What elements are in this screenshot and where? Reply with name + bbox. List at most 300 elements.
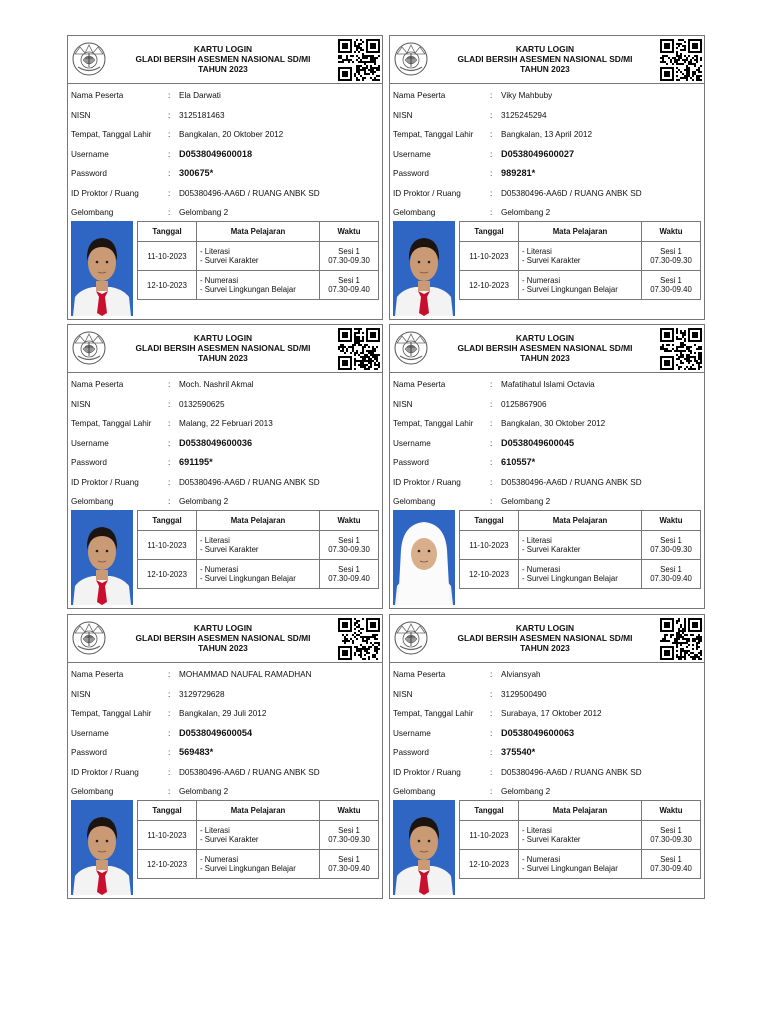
label-ttl: Tempat, Tanggal Lahir: [393, 130, 474, 139]
identity-rows: [393, 375, 703, 512]
row-proktor: [71, 763, 381, 783]
card-title: [432, 333, 658, 363]
colon: :: [490, 438, 493, 448]
colon: :: [168, 438, 171, 448]
row-username: [393, 145, 703, 165]
label-nama: Nama Peserta: [71, 380, 124, 389]
schedule-time: [642, 850, 701, 879]
row-password: [393, 164, 703, 184]
label-password: Password: [71, 748, 107, 757]
colon: :: [168, 149, 171, 159]
schedule-table: [137, 800, 379, 879]
student-photo: [393, 221, 455, 316]
schedule-date: 12-10-2023: [138, 560, 197, 589]
row-gelombang: [71, 203, 381, 223]
value-username: D0538049600027: [501, 148, 575, 159]
header-mata-pelajaran: Mata Pelajaran: [519, 222, 642, 242]
schedule-header-row: [138, 222, 379, 242]
row-gelombang: [393, 492, 703, 512]
schedule-subjects: [197, 271, 320, 300]
label-password: Password: [393, 169, 429, 178]
label-nisn: NISN: [71, 399, 91, 409]
label-nisn: NISN: [393, 399, 413, 409]
colon: :: [168, 458, 171, 467]
schedule-time: [320, 560, 379, 589]
card-header: [390, 325, 704, 373]
row-nama: [71, 86, 381, 106]
schedule-time: [642, 242, 701, 271]
tut-wuri-handayani-logo-icon: [393, 620, 429, 656]
value-nama: Alviansyah: [501, 670, 541, 679]
schedule-date: 11-10-2023: [460, 242, 519, 271]
schedule-subjects: [519, 560, 642, 589]
qr-code-icon: [660, 39, 702, 81]
title-line-1: KARTU LOGIN: [193, 623, 253, 633]
row-nama: [393, 375, 703, 395]
session: Sesi 1: [660, 276, 682, 285]
value-proktor: D05380496-AA6D / RUANG ANBK SD: [179, 188, 320, 198]
time-range: 07.30-09.40: [650, 285, 692, 294]
card-header: [390, 36, 704, 84]
schedule-time: [320, 821, 379, 850]
label-nama: Nama Peserta: [71, 91, 124, 100]
session: Sesi 1: [660, 536, 682, 545]
identity-rows: [393, 86, 703, 223]
schedule-row: [460, 242, 701, 271]
title-line-3: TAHUN 2023: [198, 353, 248, 363]
colon: :: [168, 709, 171, 718]
time-range: 07.30-09.30: [328, 835, 370, 844]
schedule-subjects: [197, 242, 320, 271]
subject-1: - Numerasi: [200, 855, 239, 864]
schedule-time: [642, 271, 701, 300]
time-range: 07.30-09.30: [650, 835, 692, 844]
value-ttl: Malang, 22 Februari 2013: [179, 419, 273, 428]
time-range: 07.30-09.30: [328, 256, 370, 265]
value-nama: Moch. Nashril Akmal: [179, 380, 254, 389]
label-nama: Nama Peserta: [393, 380, 446, 389]
subject-1: - Literasi: [200, 826, 230, 835]
label-proktor: ID Proktor / Ruang: [71, 767, 139, 777]
colon: :: [490, 208, 493, 217]
schedule-row: [138, 271, 379, 300]
label-password: Password: [71, 169, 107, 178]
time-range: 07.30-09.30: [650, 545, 692, 554]
row-ttl: [71, 414, 381, 434]
colon: :: [168, 208, 171, 217]
schedule-date: 11-10-2023: [138, 531, 197, 560]
subject-1: - Literasi: [200, 536, 230, 545]
label-username: Username: [71, 149, 109, 159]
schedule-row: [138, 821, 379, 850]
title-line-2: GLADI BERSIH ASESMEN NASIONAL SD/MI: [135, 54, 311, 64]
label-ttl: Tempat, Tanggal Lahir: [393, 419, 474, 428]
value-gelombang: Gelombang 2: [179, 787, 229, 796]
schedule-time: [320, 271, 379, 300]
header-tanggal: Tanggal: [138, 222, 197, 242]
label-gelombang: Gelombang: [393, 208, 436, 217]
schedule-row: [460, 531, 701, 560]
identity-rows: [393, 665, 703, 802]
row-nisn: [71, 395, 381, 415]
row-password: [393, 743, 703, 763]
schedule-subjects: [197, 560, 320, 589]
card-title: [110, 333, 336, 363]
colon: :: [490, 399, 493, 409]
schedule-subjects: [197, 821, 320, 850]
row-proktor: [71, 473, 381, 493]
value-ttl: Bangkalan, 29 Juli 2012: [179, 709, 267, 718]
header-waktu: Waktu: [320, 801, 379, 821]
session: Sesi 1: [660, 247, 682, 256]
schedule-row: [138, 531, 379, 560]
tut-wuri-handayani-logo-icon: [71, 620, 107, 656]
schedule-subjects: [519, 850, 642, 879]
label-nisn: NISN: [71, 110, 91, 120]
value-ttl: Surabaya, 17 Oktober 2012: [501, 709, 602, 718]
schedule-subjects: [519, 271, 642, 300]
login-card-6: [389, 614, 705, 899]
colon: :: [490, 728, 493, 738]
card-title: [432, 44, 658, 74]
value-gelombang: Gelombang 2: [179, 208, 229, 217]
qr-code-icon: [338, 39, 380, 81]
label-ttl: Tempat, Tanggal Lahir: [71, 419, 152, 428]
schedule-date: 12-10-2023: [138, 850, 197, 879]
qr-code-icon: [338, 328, 380, 370]
value-gelombang: Gelombang 2: [501, 497, 551, 506]
colon: :: [168, 169, 171, 178]
colon: :: [490, 477, 493, 487]
subject-2: - Survei Karakter: [200, 256, 259, 265]
label-proktor: ID Proktor / Ruang: [393, 477, 461, 487]
time-range: 07.30-09.30: [328, 545, 370, 554]
schedule-time: [320, 850, 379, 879]
student-photo: [71, 510, 133, 605]
value-nama: Viky Mahbuby: [501, 91, 553, 100]
row-proktor: [393, 184, 703, 204]
card-title: [110, 44, 336, 74]
header-tanggal: Tanggal: [460, 222, 519, 242]
value-password: 610557*: [501, 457, 536, 467]
label-password: Password: [393, 458, 429, 467]
schedule-date: 12-10-2023: [460, 271, 519, 300]
schedule-row: [460, 271, 701, 300]
session: Sesi 1: [660, 855, 682, 864]
label-password: Password: [71, 458, 107, 467]
title-line-2: GLADI BERSIH ASESMEN NASIONAL SD/MI: [135, 343, 311, 353]
row-gelombang: [393, 782, 703, 802]
login-card-1: [67, 35, 383, 320]
schedule-row: [460, 821, 701, 850]
row-password: [71, 453, 381, 473]
row-nisn: [71, 685, 381, 705]
session: Sesi 1: [338, 565, 360, 574]
session: Sesi 1: [338, 826, 360, 835]
colon: :: [168, 689, 171, 699]
schedule-date: 11-10-2023: [460, 531, 519, 560]
colon: :: [490, 689, 493, 699]
value-ttl: Bangkalan, 13 April 2012: [501, 130, 593, 139]
schedule-table: [459, 221, 701, 300]
schedule-row: [138, 850, 379, 879]
row-ttl: [71, 125, 381, 145]
label-proktor: ID Proktor / Ruang: [71, 188, 139, 198]
colon: :: [168, 670, 171, 679]
session: Sesi 1: [338, 276, 360, 285]
header-tanggal: Tanggal: [460, 801, 519, 821]
title-line-3: TAHUN 2023: [520, 353, 570, 363]
subject-2: - Survei Lingkungan Belajar: [522, 574, 618, 583]
label-username: Username: [393, 438, 431, 448]
row-username: [71, 145, 381, 165]
schedule-table: [137, 221, 379, 300]
subject-1: - Numerasi: [200, 565, 239, 574]
value-nama: MOHAMMAD NAUFAL RAMADHAN: [179, 670, 312, 679]
colon: :: [490, 188, 493, 198]
header-tanggal: Tanggal: [138, 801, 197, 821]
title-line-3: TAHUN 2023: [198, 643, 248, 653]
value-password: 989281*: [501, 168, 536, 178]
schedule-row: [460, 850, 701, 879]
student-photo: [393, 800, 455, 895]
row-nama: [71, 665, 381, 685]
schedule-header-row: [460, 222, 701, 242]
subject-1: - Literasi: [200, 247, 230, 256]
header-waktu: Waktu: [320, 222, 379, 242]
qr-code-icon: [660, 618, 702, 660]
value-nama: Mafatihatul Islami Octavia: [501, 380, 595, 389]
label-password: Password: [393, 748, 429, 757]
label-ttl: Tempat, Tanggal Lahir: [71, 709, 152, 718]
card-header: [390, 615, 704, 663]
time-range: 07.30-09.40: [328, 285, 370, 294]
value-username: D0538049600036: [179, 437, 253, 448]
colon: :: [168, 477, 171, 487]
subject-1: - Numerasi: [522, 855, 561, 864]
row-password: [71, 164, 381, 184]
title-line-2: GLADI BERSIH ASESMEN NASIONAL SD/MI: [135, 633, 311, 643]
value-nisn: 3125181463: [179, 110, 225, 120]
header-waktu: Waktu: [642, 511, 701, 531]
value-nisn: 0125867906: [501, 399, 547, 409]
qr-code-icon: [660, 328, 702, 370]
row-username: [71, 434, 381, 454]
header-mata-pelajaran: Mata Pelajaran: [519, 511, 642, 531]
title-line-3: TAHUN 2023: [520, 64, 570, 74]
tut-wuri-handayani-logo-icon: [393, 41, 429, 77]
schedule-date: 12-10-2023: [460, 850, 519, 879]
row-nisn: [393, 395, 703, 415]
login-card-2: [389, 35, 705, 320]
identity-rows: [71, 86, 381, 223]
row-username: [71, 724, 381, 744]
colon: :: [168, 497, 171, 506]
value-password: 691195*: [179, 457, 213, 467]
identity-rows: [71, 665, 381, 802]
session: Sesi 1: [338, 855, 360, 864]
title-line-2: GLADI BERSIH ASESMEN NASIONAL SD/MI: [457, 343, 633, 353]
row-password: [393, 453, 703, 473]
value-username: D0538049600063: [501, 727, 575, 738]
value-gelombang: Gelombang 2: [179, 497, 229, 506]
login-card-3: [67, 324, 383, 609]
row-proktor: [71, 184, 381, 204]
schedule-row: [138, 560, 379, 589]
title-line-2: GLADI BERSIH ASESMEN NASIONAL SD/MI: [457, 54, 633, 64]
row-proktor: [393, 473, 703, 493]
value-nisn: 0132590625: [179, 399, 225, 409]
student-photo: [71, 221, 133, 316]
colon: :: [490, 380, 493, 389]
label-ttl: Tempat, Tanggal Lahir: [71, 130, 152, 139]
subject-1: - Numerasi: [522, 565, 561, 574]
colon: :: [168, 419, 171, 428]
row-ttl: [393, 125, 703, 145]
header-waktu: Waktu: [320, 511, 379, 531]
card-title: [110, 623, 336, 653]
subject-1: - Numerasi: [522, 276, 561, 285]
colon: :: [168, 110, 171, 120]
label-gelombang: Gelombang: [71, 497, 114, 506]
subject-2: - Survei Lingkungan Belajar: [200, 285, 296, 294]
value-nisn: 3129500490: [501, 689, 547, 699]
subject-2: - Survei Lingkungan Belajar: [200, 864, 296, 873]
tut-wuri-handayani-logo-icon: [71, 330, 107, 366]
label-gelombang: Gelombang: [393, 787, 436, 796]
value-proktor: D05380496-AA6D / RUANG ANBK SD: [501, 767, 642, 777]
value-gelombang: Gelombang 2: [501, 208, 551, 217]
label-ttl: Tempat, Tanggal Lahir: [393, 709, 474, 718]
value-username: D0538049600045: [501, 437, 575, 448]
colon: :: [168, 767, 171, 777]
value-password: 375540*: [501, 747, 536, 757]
title-line-1: KARTU LOGIN: [193, 44, 253, 54]
schedule-time: [320, 531, 379, 560]
label-nama: Nama Peserta: [393, 670, 446, 679]
label-nisn: NISN: [393, 689, 413, 699]
schedule-date: 11-10-2023: [460, 821, 519, 850]
colon: :: [168, 380, 171, 389]
schedule-date: 12-10-2023: [138, 271, 197, 300]
time-range: 07.30-09.30: [650, 256, 692, 265]
row-proktor: [393, 763, 703, 783]
schedule-row: [460, 560, 701, 589]
schedule-row: [138, 242, 379, 271]
colon: :: [490, 91, 493, 100]
login-card-4: [389, 324, 705, 609]
schedule-header-row: [138, 511, 379, 531]
value-nama: Ela Darwati: [179, 91, 221, 100]
row-ttl: [393, 414, 703, 434]
title-line-1: KARTU LOGIN: [515, 44, 575, 54]
colon: :: [490, 787, 493, 796]
schedule-date: 11-10-2023: [138, 821, 197, 850]
row-nisn: [71, 106, 381, 126]
label-proktor: ID Proktor / Ruang: [393, 188, 461, 198]
session: Sesi 1: [338, 247, 360, 256]
value-password: 569483*: [179, 747, 214, 757]
value-ttl: Bangkalan, 30 Oktober 2012: [501, 419, 606, 428]
header-mata-pelajaran: Mata Pelajaran: [197, 511, 320, 531]
row-gelombang: [393, 203, 703, 223]
schedule-subjects: [197, 850, 320, 879]
identity-rows: [71, 375, 381, 512]
label-username: Username: [393, 149, 431, 159]
label-nama: Nama Peserta: [393, 91, 446, 100]
label-gelombang: Gelombang: [71, 208, 114, 217]
row-nisn: [393, 685, 703, 705]
time-range: 07.30-09.40: [328, 574, 370, 583]
colon: :: [168, 787, 171, 796]
subject-2: - Survei Karakter: [522, 256, 581, 265]
title-line-3: TAHUN 2023: [520, 643, 570, 653]
header-mata-pelajaran: Mata Pelajaran: [197, 222, 320, 242]
value-proktor: D05380496-AA6D / RUANG ANBK SD: [179, 767, 320, 777]
colon: :: [490, 709, 493, 718]
subject-2: - Survei Lingkungan Belajar: [522, 864, 618, 873]
schedule-table: [459, 510, 701, 589]
schedule-date: 11-10-2023: [138, 242, 197, 271]
row-nisn: [393, 106, 703, 126]
student-photo: [393, 510, 455, 605]
time-range: 07.30-09.40: [328, 864, 370, 873]
label-gelombang: Gelombang: [393, 497, 436, 506]
session: Sesi 1: [338, 536, 360, 545]
row-nama: [71, 375, 381, 395]
title-line-1: KARTU LOGIN: [193, 333, 253, 343]
subject-2: - Survei Karakter: [200, 835, 259, 844]
header-tanggal: Tanggal: [460, 511, 519, 531]
schedule-header-row: [460, 511, 701, 531]
schedule-subjects: [519, 242, 642, 271]
colon: :: [490, 748, 493, 757]
card-header: [68, 36, 382, 84]
header-waktu: Waktu: [642, 222, 701, 242]
label-username: Username: [393, 728, 431, 738]
colon: :: [168, 728, 171, 738]
title-line-2: GLADI BERSIH ASESMEN NASIONAL SD/MI: [457, 633, 633, 643]
schedule-time: [320, 242, 379, 271]
value-nisn: 3129729628: [179, 689, 225, 699]
colon: :: [168, 748, 171, 757]
value-proktor: D05380496-AA6D / RUANG ANBK SD: [501, 477, 642, 487]
value-gelombang: Gelombang 2: [501, 787, 551, 796]
colon: :: [490, 110, 493, 120]
label-nisn: NISN: [393, 110, 413, 120]
row-gelombang: [71, 492, 381, 512]
label-proktor: ID Proktor / Ruang: [71, 477, 139, 487]
header-mata-pelajaran: Mata Pelajaran: [519, 801, 642, 821]
schedule-table: [137, 510, 379, 589]
subject-1: - Literasi: [522, 826, 552, 835]
row-ttl: [71, 704, 381, 724]
label-proktor: ID Proktor / Ruang: [393, 767, 461, 777]
header-waktu: Waktu: [642, 801, 701, 821]
time-range: 07.30-09.40: [650, 574, 692, 583]
time-range: 07.30-09.40: [650, 864, 692, 873]
subject-2: - Survei Karakter: [200, 545, 259, 554]
value-proktor: D05380496-AA6D / RUANG ANBK SD: [179, 477, 320, 487]
colon: :: [168, 188, 171, 198]
row-password: [71, 743, 381, 763]
subject-2: - Survei Lingkungan Belajar: [200, 574, 296, 583]
header-tanggal: Tanggal: [138, 511, 197, 531]
schedule-header-row: [138, 801, 379, 821]
label-nama: Nama Peserta: [71, 670, 124, 679]
row-gelombang: [71, 782, 381, 802]
subject-1: - Numerasi: [200, 276, 239, 285]
